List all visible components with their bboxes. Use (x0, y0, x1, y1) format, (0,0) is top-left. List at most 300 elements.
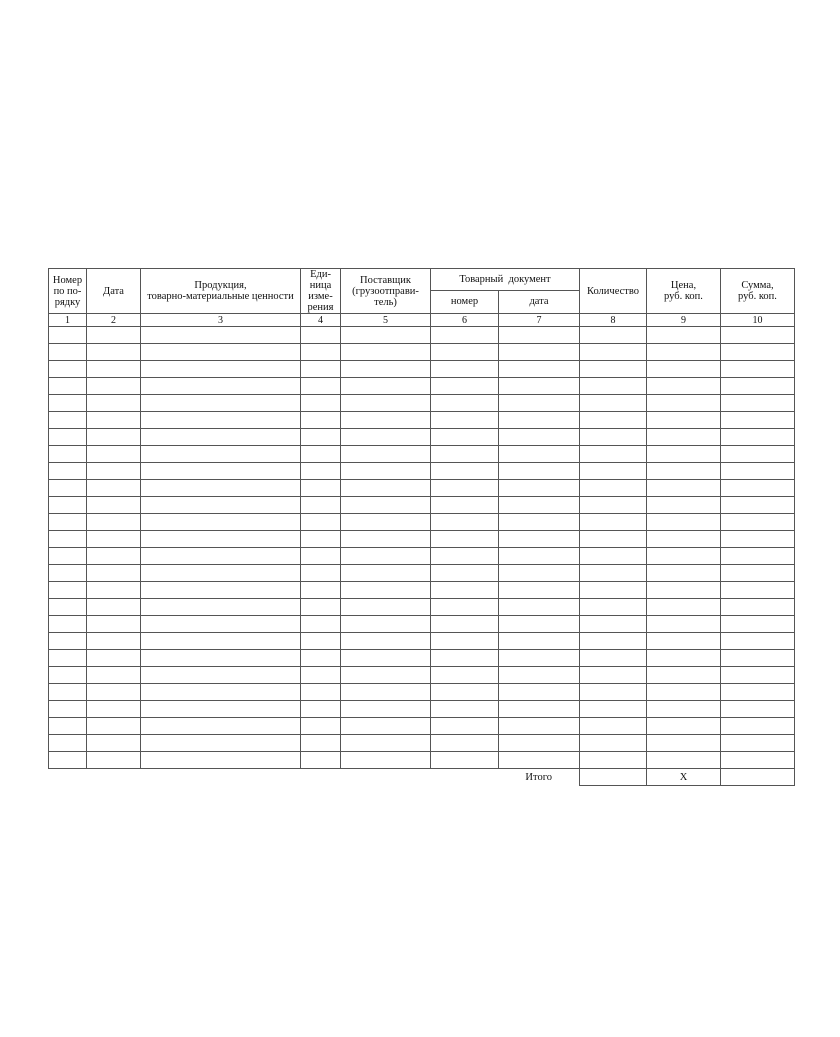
doc-date-cell[interactable] (499, 463, 580, 480)
doc-date-cell[interactable] (499, 531, 580, 548)
unit-cell[interactable] (301, 480, 341, 497)
supplier-cell[interactable] (341, 531, 431, 548)
product-cell[interactable] (141, 446, 301, 463)
doc-date-cell[interactable] (499, 599, 580, 616)
date-cell[interactable] (87, 565, 141, 582)
quantity-cell[interactable] (580, 497, 647, 514)
sum-cell[interactable] (721, 650, 795, 667)
line-number-cell[interactable] (49, 582, 87, 599)
doc-date-cell[interactable] (499, 412, 580, 429)
product-cell[interactable] (141, 531, 301, 548)
price-cell[interactable] (647, 752, 721, 769)
date-cell[interactable] (87, 361, 141, 378)
quantity-cell[interactable] (580, 616, 647, 633)
sum-cell[interactable] (721, 361, 795, 378)
line-number-cell[interactable] (49, 361, 87, 378)
table-row (49, 429, 795, 446)
quantity-cell[interactable] (580, 480, 647, 497)
price-cell[interactable] (647, 327, 721, 344)
product-cell[interactable] (141, 582, 301, 599)
product-cell[interactable] (141, 650, 301, 667)
product-cell[interactable] (141, 514, 301, 531)
sum-cell[interactable] (721, 395, 795, 412)
date-cell[interactable] (87, 497, 141, 514)
sum-cell[interactable] (721, 463, 795, 480)
date-cell[interactable] (87, 412, 141, 429)
doc-number-cell[interactable] (431, 361, 499, 378)
date-cell[interactable] (87, 633, 141, 650)
sum-cell[interactable] (721, 429, 795, 446)
unit-cell[interactable] (301, 735, 341, 752)
sum-cell[interactable] (721, 548, 795, 565)
doc-date-cell[interactable] (499, 514, 580, 531)
line-number-cell[interactable] (49, 548, 87, 565)
date-cell[interactable] (87, 395, 141, 412)
date-cell[interactable] (87, 582, 141, 599)
supplier-cell[interactable] (341, 480, 431, 497)
doc-number-cell[interactable] (431, 429, 499, 446)
unit-cell[interactable] (301, 344, 341, 361)
line-number-cell[interactable] (49, 684, 87, 701)
unit-cell[interactable] (301, 752, 341, 769)
supplier-cell[interactable] (341, 463, 431, 480)
header-price: Цена, руб. коп. (647, 269, 721, 314)
sum-cell[interactable] (721, 718, 795, 735)
doc-date-cell[interactable] (499, 497, 580, 514)
product-cell[interactable] (141, 633, 301, 650)
quantity-cell[interactable] (580, 395, 647, 412)
sum-cell[interactable] (721, 735, 795, 752)
price-cell[interactable] (647, 548, 721, 565)
header-quantity: Количество (580, 269, 647, 314)
unit-cell[interactable] (301, 718, 341, 735)
price-cell[interactable] (647, 667, 721, 684)
line-number-cell[interactable] (49, 480, 87, 497)
line-number-cell[interactable] (49, 344, 87, 361)
supplier-cell[interactable] (341, 327, 431, 344)
supplier-cell[interactable] (341, 667, 431, 684)
doc-date-cell[interactable] (499, 684, 580, 701)
date-cell[interactable] (87, 514, 141, 531)
quantity-cell[interactable] (580, 463, 647, 480)
price-cell[interactable] (647, 429, 721, 446)
column-number: 2 (87, 314, 141, 327)
totals-quantity-cell[interactable] (580, 769, 647, 786)
doc-number-cell[interactable] (431, 599, 499, 616)
supplier-cell[interactable] (341, 378, 431, 395)
date-cell[interactable] (87, 701, 141, 718)
doc-number-cell[interactable] (431, 378, 499, 395)
price-cell[interactable] (647, 718, 721, 735)
supplier-cell[interactable] (341, 633, 431, 650)
product-cell[interactable] (141, 463, 301, 480)
doc-date-cell[interactable] (499, 667, 580, 684)
product-cell[interactable] (141, 735, 301, 752)
line-number-cell[interactable] (49, 378, 87, 395)
supplier-cell[interactable] (341, 497, 431, 514)
supplier-cell[interactable] (341, 735, 431, 752)
unit-cell[interactable] (301, 531, 341, 548)
column-number: 5 (341, 314, 431, 327)
price-cell[interactable] (647, 480, 721, 497)
date-cell[interactable] (87, 378, 141, 395)
product-cell[interactable] (141, 480, 301, 497)
product-cell[interactable] (141, 429, 301, 446)
column-number: 8 (580, 314, 647, 327)
product-cell[interactable] (141, 361, 301, 378)
quantity-cell[interactable] (580, 327, 647, 344)
unit-cell[interactable] (301, 412, 341, 429)
date-cell[interactable] (87, 446, 141, 463)
quantity-cell[interactable] (580, 514, 647, 531)
date-cell[interactable] (87, 616, 141, 633)
product-cell[interactable] (141, 701, 301, 718)
price-cell[interactable] (647, 412, 721, 429)
doc-date-cell[interactable] (499, 701, 580, 718)
date-cell[interactable] (87, 429, 141, 446)
table-row (49, 531, 795, 548)
product-cell[interactable] (141, 395, 301, 412)
doc-number-cell[interactable] (431, 701, 499, 718)
unit-cell[interactable] (301, 650, 341, 667)
table-row (49, 599, 795, 616)
table-row (49, 395, 795, 412)
column-numbers-row (49, 314, 795, 327)
product-cell[interactable] (141, 548, 301, 565)
quantity-cell[interactable] (580, 565, 647, 582)
doc-number-cell[interactable] (431, 684, 499, 701)
doc-number-cell[interactable] (431, 497, 499, 514)
line-number-cell[interactable] (49, 735, 87, 752)
supplier-cell[interactable] (341, 599, 431, 616)
quantity-cell[interactable] (580, 446, 647, 463)
supplier-cell[interactable] (341, 344, 431, 361)
header-doc-number: номер (431, 290, 499, 313)
date-cell[interactable] (87, 480, 141, 497)
supplier-cell[interactable] (341, 650, 431, 667)
table-row (49, 667, 795, 684)
goods-receipt-table (48, 268, 795, 786)
supplier-cell[interactable] (341, 361, 431, 378)
line-number-cell[interactable] (49, 616, 87, 633)
doc-number-cell[interactable] (431, 446, 499, 463)
price-cell[interactable] (647, 531, 721, 548)
unit-cell[interactable] (301, 395, 341, 412)
header-line-number: Номер по по- рядку (49, 269, 87, 314)
price-cell[interactable] (647, 701, 721, 718)
date-cell[interactable] (87, 344, 141, 361)
date-cell[interactable] (87, 667, 141, 684)
doc-date-cell[interactable] (499, 361, 580, 378)
sum-cell[interactable] (721, 480, 795, 497)
line-number-cell[interactable] (49, 497, 87, 514)
unit-cell[interactable] (301, 497, 341, 514)
product-cell[interactable] (141, 412, 301, 429)
supplier-cell[interactable] (341, 684, 431, 701)
quantity-cell[interactable] (580, 344, 647, 361)
sum-cell[interactable] (721, 565, 795, 582)
supplier-cell[interactable] (341, 412, 431, 429)
doc-date-cell[interactable] (499, 480, 580, 497)
quantity-cell[interactable] (580, 378, 647, 395)
price-cell[interactable] (647, 616, 721, 633)
column-number: 10 (721, 314, 795, 327)
header-doc-date: дата (499, 290, 580, 313)
date-cell[interactable] (87, 599, 141, 616)
line-number-cell[interactable] (49, 531, 87, 548)
unit-cell[interactable] (301, 378, 341, 395)
price-cell[interactable] (647, 463, 721, 480)
product-cell[interactable] (141, 344, 301, 361)
quantity-cell[interactable] (580, 548, 647, 565)
supplier-cell[interactable] (341, 582, 431, 599)
doc-date-cell[interactable] (499, 633, 580, 650)
price-cell[interactable] (647, 344, 721, 361)
table-row (49, 633, 795, 650)
doc-number-cell[interactable] (431, 344, 499, 361)
quantity-cell[interactable] (580, 752, 647, 769)
sum-cell[interactable] (721, 633, 795, 650)
date-cell[interactable] (87, 735, 141, 752)
line-number-cell[interactable] (49, 718, 87, 735)
totals-sum-cell[interactable] (721, 769, 795, 786)
table-row (49, 327, 795, 344)
price-cell[interactable] (647, 378, 721, 395)
unit-cell[interactable] (301, 633, 341, 650)
price-cell[interactable] (647, 514, 721, 531)
supplier-cell[interactable] (341, 548, 431, 565)
quantity-cell[interactable] (580, 684, 647, 701)
table-row (49, 463, 795, 480)
date-cell[interactable] (87, 531, 141, 548)
doc-date-cell[interactable] (499, 327, 580, 344)
doc-date-cell[interactable] (499, 395, 580, 412)
doc-date-cell[interactable] (499, 378, 580, 395)
unit-cell[interactable] (301, 429, 341, 446)
unit-cell[interactable] (301, 548, 341, 565)
column-number: 3 (141, 314, 301, 327)
product-cell[interactable] (141, 327, 301, 344)
sum-cell[interactable] (721, 684, 795, 701)
product-cell[interactable] (141, 718, 301, 735)
sum-cell[interactable] (721, 599, 795, 616)
sum-cell[interactable] (721, 327, 795, 344)
doc-number-cell[interactable] (431, 667, 499, 684)
doc-date-cell[interactable] (499, 616, 580, 633)
sum-cell[interactable] (721, 378, 795, 395)
line-number-cell[interactable] (49, 446, 87, 463)
doc-number-cell[interactable] (431, 480, 499, 497)
price-cell[interactable] (647, 684, 721, 701)
totals-price-cell: X (647, 769, 721, 786)
column-number: 1 (49, 314, 87, 327)
doc-date-cell[interactable] (499, 650, 580, 667)
line-number-cell[interactable] (49, 599, 87, 616)
product-cell[interactable] (141, 616, 301, 633)
price-cell[interactable] (647, 361, 721, 378)
doc-date-cell[interactable] (499, 582, 580, 599)
table-row (49, 718, 795, 735)
doc-number-cell[interactable] (431, 395, 499, 412)
doc-number-cell[interactable] (431, 582, 499, 599)
supplier-cell[interactable] (341, 718, 431, 735)
table-row (49, 480, 795, 497)
unit-cell[interactable] (301, 463, 341, 480)
doc-date-cell[interactable] (499, 565, 580, 582)
line-number-cell[interactable] (49, 667, 87, 684)
sum-cell[interactable] (721, 514, 795, 531)
date-cell[interactable] (87, 327, 141, 344)
line-number-cell[interactable] (49, 327, 87, 344)
doc-date-cell[interactable] (499, 548, 580, 565)
doc-number-cell[interactable] (431, 463, 499, 480)
price-cell[interactable] (647, 582, 721, 599)
doc-date-cell[interactable] (499, 735, 580, 752)
date-cell[interactable] (87, 684, 141, 701)
header-date: Дата (87, 269, 141, 314)
header-row-top (49, 269, 795, 291)
product-cell[interactable] (141, 565, 301, 582)
header-supplier: Поставщик (грузоотправи- тель) (341, 269, 431, 314)
product-cell[interactable] (141, 599, 301, 616)
line-number-cell[interactable] (49, 752, 87, 769)
supplier-cell[interactable] (341, 395, 431, 412)
product-cell[interactable] (141, 752, 301, 769)
supplier-cell[interactable] (341, 565, 431, 582)
sum-cell[interactable] (721, 531, 795, 548)
doc-number-cell[interactable] (431, 565, 499, 582)
line-number-cell[interactable] (49, 565, 87, 582)
doc-number-cell[interactable] (431, 752, 499, 769)
table-row (49, 684, 795, 701)
unit-cell[interactable] (301, 599, 341, 616)
doc-number-cell[interactable] (431, 412, 499, 429)
price-cell[interactable] (647, 395, 721, 412)
table-row (49, 497, 795, 514)
quantity-cell[interactable] (580, 361, 647, 378)
unit-cell[interactable] (301, 616, 341, 633)
date-cell[interactable] (87, 752, 141, 769)
unit-cell[interactable] (301, 514, 341, 531)
unit-cell[interactable] (301, 327, 341, 344)
sum-cell[interactable] (721, 667, 795, 684)
sum-cell[interactable] (721, 497, 795, 514)
line-number-cell[interactable] (49, 412, 87, 429)
price-cell[interactable] (647, 633, 721, 650)
quantity-cell[interactable] (580, 735, 647, 752)
line-number-cell[interactable] (49, 395, 87, 412)
price-cell[interactable] (647, 599, 721, 616)
quantity-cell[interactable] (580, 667, 647, 684)
sum-cell[interactable] (721, 616, 795, 633)
line-number-cell[interactable] (49, 701, 87, 718)
date-cell[interactable] (87, 548, 141, 565)
quantity-cell[interactable] (580, 701, 647, 718)
table-row (49, 412, 795, 429)
product-cell[interactable] (141, 378, 301, 395)
header-sum: Сумма, руб. коп. (721, 269, 795, 314)
supplier-cell[interactable] (341, 429, 431, 446)
line-number-cell[interactable] (49, 463, 87, 480)
line-number-cell[interactable] (49, 650, 87, 667)
doc-date-cell[interactable] (499, 344, 580, 361)
totals-row (49, 769, 795, 786)
sum-cell[interactable] (721, 412, 795, 429)
line-number-cell[interactable] (49, 429, 87, 446)
price-cell[interactable] (647, 446, 721, 463)
unit-cell[interactable] (301, 667, 341, 684)
doc-number-cell[interactable] (431, 548, 499, 565)
date-cell[interactable] (87, 718, 141, 735)
totals-label: Итого (525, 771, 552, 783)
supplier-cell[interactable] (341, 514, 431, 531)
doc-date-cell[interactable] (499, 718, 580, 735)
doc-number-cell[interactable] (431, 718, 499, 735)
quantity-cell[interactable] (580, 718, 647, 735)
doc-number-cell[interactable] (431, 633, 499, 650)
quantity-cell[interactable] (580, 599, 647, 616)
price-cell[interactable] (647, 565, 721, 582)
column-number: 9 (647, 314, 721, 327)
doc-number-cell[interactable] (431, 616, 499, 633)
table-row (49, 548, 795, 565)
unit-cell[interactable] (301, 684, 341, 701)
supplier-cell[interactable] (341, 616, 431, 633)
column-number: 7 (499, 314, 580, 327)
doc-number-cell[interactable] (431, 650, 499, 667)
product-cell[interactable] (141, 497, 301, 514)
sum-cell[interactable] (721, 582, 795, 599)
date-cell[interactable] (87, 463, 141, 480)
doc-date-cell[interactable] (499, 752, 580, 769)
supplier-cell[interactable] (341, 752, 431, 769)
sum-cell[interactable] (721, 344, 795, 361)
quantity-cell[interactable] (580, 412, 647, 429)
product-cell[interactable] (141, 684, 301, 701)
quantity-cell[interactable] (580, 633, 647, 650)
quantity-cell[interactable] (580, 531, 647, 548)
unit-cell[interactable] (301, 701, 341, 718)
table-row (49, 344, 795, 361)
unit-cell[interactable] (301, 361, 341, 378)
quantity-cell[interactable] (580, 429, 647, 446)
doc-number-cell[interactable] (431, 735, 499, 752)
price-cell[interactable] (647, 650, 721, 667)
doc-number-cell[interactable] (431, 327, 499, 344)
unit-cell[interactable] (301, 582, 341, 599)
doc-date-cell[interactable] (499, 446, 580, 463)
line-number-cell[interactable] (49, 633, 87, 650)
price-cell[interactable] (647, 735, 721, 752)
sum-cell[interactable] (721, 752, 795, 769)
line-number-cell[interactable] (49, 514, 87, 531)
supplier-cell[interactable] (341, 701, 431, 718)
price-cell[interactable] (647, 497, 721, 514)
doc-date-cell[interactable] (499, 429, 580, 446)
doc-number-cell[interactable] (431, 531, 499, 548)
unit-cell[interactable] (301, 565, 341, 582)
quantity-cell[interactable] (580, 582, 647, 599)
quantity-cell[interactable] (580, 650, 647, 667)
doc-number-cell[interactable] (431, 514, 499, 531)
product-cell[interactable] (141, 667, 301, 684)
sum-cell[interactable] (721, 446, 795, 463)
date-cell[interactable] (87, 650, 141, 667)
supplier-cell[interactable] (341, 446, 431, 463)
unit-cell[interactable] (301, 446, 341, 463)
table-row (49, 565, 795, 582)
sum-cell[interactable] (721, 701, 795, 718)
